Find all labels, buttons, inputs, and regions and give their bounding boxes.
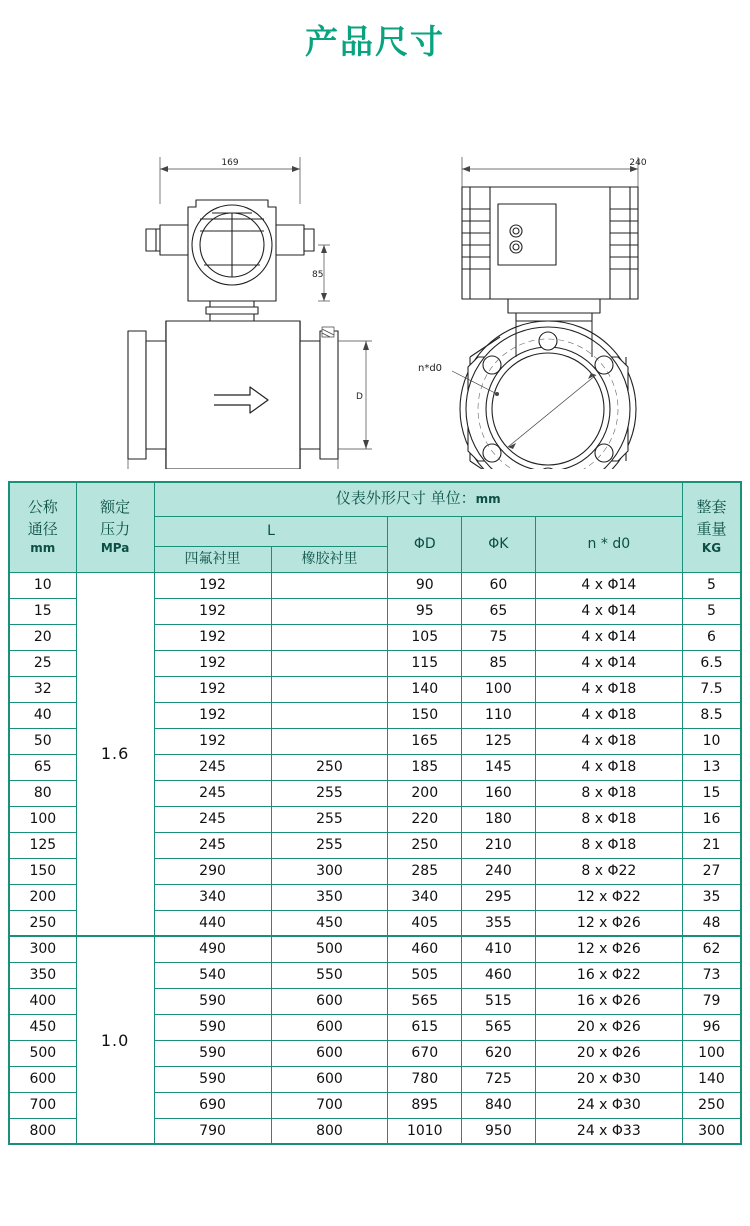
cell-length-rubber: [271, 676, 388, 702]
cell-phi-d: 340: [388, 884, 462, 910]
cell-n-d0: 20 x Φ26: [535, 1014, 682, 1040]
cell-phi-k: 950: [462, 1118, 536, 1144]
cell-length-ptfe: 590: [154, 1040, 271, 1066]
cell-phi-d: 405: [388, 910, 462, 936]
cell-length-rubber: [271, 728, 388, 754]
cell-phi-k: 515: [462, 988, 536, 1014]
cell-nominal-diameter: 20: [9, 624, 76, 650]
cell-phi-k: 60: [462, 572, 536, 598]
technical-drawings: [0, 69, 750, 469]
cell-nominal-diameter: 100: [9, 806, 76, 832]
cell-nominal-diameter: 450: [9, 1014, 76, 1040]
cell-phi-k: 565: [462, 1014, 536, 1040]
cell-length-ptfe: 192: [154, 728, 271, 754]
cell-n-d0: 4 x Φ14: [535, 572, 682, 598]
cell-nominal-diameter: 25: [9, 650, 76, 676]
cell-phi-d: 220: [388, 806, 462, 832]
cell-length-ptfe: 690: [154, 1092, 271, 1118]
header-nominal-diameter: 公称 通径 mm: [9, 482, 76, 572]
cell-length-rubber: 600: [271, 1040, 388, 1066]
cell-n-d0: 4 x Φ14: [535, 624, 682, 650]
cell-nominal-diameter: 700: [9, 1092, 76, 1118]
cell-nominal-diameter: 50: [9, 728, 76, 754]
cell-length-rubber: 600: [271, 1014, 388, 1040]
cell-phi-d: 115: [388, 650, 462, 676]
cell-length-rubber: 700: [271, 1092, 388, 1118]
cell-nominal-diameter: 250: [9, 910, 76, 936]
cell-phi-d: 165: [388, 728, 462, 754]
cell-length-rubber: 255: [271, 832, 388, 858]
cell-length-ptfe: 590: [154, 988, 271, 1014]
cell-weight: 10: [682, 728, 741, 754]
dimension-label-diameter: D: [356, 392, 363, 402]
header-total-weight: 整套 重量 KG: [682, 482, 741, 572]
cell-n-d0: 4 x Φ14: [535, 598, 682, 624]
cell-nominal-diameter: 400: [9, 988, 76, 1014]
dimensions-table-wrapper: [0, 481, 750, 1145]
header-n-d0: n * d0: [535, 516, 682, 572]
cell-length-ptfe: 245: [154, 806, 271, 832]
cell-phi-d: 105: [388, 624, 462, 650]
cell-phi-k: 110: [462, 702, 536, 728]
cell-weight: 250: [682, 1092, 741, 1118]
cell-phi-k: 145: [462, 754, 536, 780]
header-phi-k: ΦK: [462, 516, 536, 572]
cell-weight: 100: [682, 1040, 741, 1066]
cell-length-rubber: 600: [271, 1066, 388, 1092]
cell-length-ptfe: 590: [154, 1014, 271, 1040]
cell-length-rubber: [271, 650, 388, 676]
cell-nominal-diameter: 600: [9, 1066, 76, 1092]
cell-nominal-diameter: 32: [9, 676, 76, 702]
cell-length-rubber: [271, 624, 388, 650]
cell-rated-pressure: 1.6: [76, 572, 154, 936]
cell-length-ptfe: 790: [154, 1118, 271, 1144]
cell-phi-d: 185: [388, 754, 462, 780]
header-ptfe-lining: 四氟衬里: [154, 546, 271, 572]
cell-n-d0: 8 x Φ18: [535, 780, 682, 806]
cell-length-ptfe: 490: [154, 936, 271, 962]
cell-n-d0: 20 x Φ26: [535, 1040, 682, 1066]
cell-weight: 6: [682, 624, 741, 650]
cell-n-d0: 4 x Φ18: [535, 754, 682, 780]
cell-length-rubber: 300: [271, 858, 388, 884]
cell-nominal-diameter: 40: [9, 702, 76, 728]
cell-length-ptfe: 440: [154, 910, 271, 936]
cell-length-rubber: [271, 572, 388, 598]
cell-phi-d: 200: [388, 780, 462, 806]
cell-phi-d: 250: [388, 832, 462, 858]
cell-phi-d: 895: [388, 1092, 462, 1118]
cell-phi-d: 670: [388, 1040, 462, 1066]
cell-weight: 35: [682, 884, 741, 910]
cell-length-ptfe: 540: [154, 962, 271, 988]
cell-weight: 21: [682, 832, 741, 858]
cell-length-rubber: 350: [271, 884, 388, 910]
cell-weight: 6.5: [682, 650, 741, 676]
cell-n-d0: 4 x Φ18: [535, 676, 682, 702]
cell-length-rubber: [271, 598, 388, 624]
cell-weight: 5: [682, 572, 741, 598]
cell-phi-k: 410: [462, 936, 536, 962]
cell-n-d0: 16 x Φ26: [535, 988, 682, 1014]
cell-phi-d: 285: [388, 858, 462, 884]
cell-nominal-diameter: 350: [9, 962, 76, 988]
cell-weight: 5: [682, 598, 741, 624]
cell-weight: 62: [682, 936, 741, 962]
cell-length-ptfe: 340: [154, 884, 271, 910]
cell-n-d0: 12 x Φ26: [535, 936, 682, 962]
cell-weight: 79: [682, 988, 741, 1014]
cell-rated-pressure: 1.0: [76, 936, 154, 1144]
cell-length-ptfe: 192: [154, 572, 271, 598]
cell-length-rubber: 250: [271, 754, 388, 780]
cell-length-rubber: 600: [271, 988, 388, 1014]
cell-length-ptfe: 192: [154, 624, 271, 650]
dimension-label-width-left: 169: [221, 158, 239, 168]
cell-length-rubber: 255: [271, 806, 388, 832]
dimension-label-height: 85: [312, 270, 324, 280]
cell-nominal-diameter: 80: [9, 780, 76, 806]
header-rubber-lining: 橡胶衬里: [271, 546, 388, 572]
cell-nominal-diameter: 300: [9, 936, 76, 962]
cell-length-rubber: 500: [271, 936, 388, 962]
cell-nominal-diameter: 65: [9, 754, 76, 780]
cell-length-ptfe: 192: [154, 676, 271, 702]
cell-phi-d: 150: [388, 702, 462, 728]
cell-length-ptfe: 192: [154, 598, 271, 624]
cell-phi-d: 565: [388, 988, 462, 1014]
cell-phi-d: 95: [388, 598, 462, 624]
cell-phi-k: 295: [462, 884, 536, 910]
cell-phi-k: 160: [462, 780, 536, 806]
flowmeter-drawing-svg: [0, 69, 750, 469]
cell-phi-d: 460: [388, 936, 462, 962]
dimension-label-bolt-callout: n*d0: [418, 363, 443, 374]
cell-phi-k: 75: [462, 624, 536, 650]
cell-length-rubber: 255: [271, 780, 388, 806]
cell-phi-k: 840: [462, 1092, 536, 1118]
cell-phi-k: 725: [462, 1066, 536, 1092]
cell-n-d0: 16 x Φ22: [535, 962, 682, 988]
cell-n-d0: 8 x Φ22: [535, 858, 682, 884]
cell-phi-d: 780: [388, 1066, 462, 1092]
header-phi-d: ΦD: [388, 516, 462, 572]
cell-phi-d: 140: [388, 676, 462, 702]
cell-phi-d: 90: [388, 572, 462, 598]
table-header: [9, 482, 741, 572]
cell-phi-k: 125: [462, 728, 536, 754]
cell-phi-k: 460: [462, 962, 536, 988]
cell-n-d0: 24 x Φ33: [535, 1118, 682, 1144]
cell-phi-k: 180: [462, 806, 536, 832]
cell-phi-d: 615: [388, 1014, 462, 1040]
cell-n-d0: 4 x Φ14: [535, 650, 682, 676]
cell-weight: 73: [682, 962, 741, 988]
cell-length-ptfe: 192: [154, 702, 271, 728]
cell-n-d0: 12 x Φ26: [535, 910, 682, 936]
cell-weight: 96: [682, 1014, 741, 1040]
cell-length-ptfe: 245: [154, 832, 271, 858]
cell-phi-k: 65: [462, 598, 536, 624]
page-title: 产品尺寸: [305, 22, 445, 61]
cell-weight: 27: [682, 858, 741, 884]
table-row: [9, 936, 741, 962]
cell-nominal-diameter: 15: [9, 598, 76, 624]
header-rated-pressure: 额定 压力 MPa: [76, 482, 154, 572]
cell-phi-k: 85: [462, 650, 536, 676]
cell-weight: 48: [682, 910, 741, 936]
cell-n-d0: 8 x Φ18: [535, 806, 682, 832]
cell-n-d0: 8 x Φ18: [535, 832, 682, 858]
cell-nominal-diameter: 200: [9, 884, 76, 910]
header-length-group: L: [154, 516, 388, 546]
table-row: [9, 572, 741, 598]
cell-nominal-diameter: 125: [9, 832, 76, 858]
cell-nominal-diameter: 150: [9, 858, 76, 884]
header-overall-dimensions: 仪表外形尺寸 单位：mm: [154, 482, 682, 516]
cell-n-d0: 12 x Φ22: [535, 884, 682, 910]
cell-weight: 15: [682, 780, 741, 806]
cell-length-rubber: 550: [271, 962, 388, 988]
cell-nominal-diameter: 10: [9, 572, 76, 598]
cell-length-rubber: 450: [271, 910, 388, 936]
cell-length-ptfe: 245: [154, 754, 271, 780]
cell-phi-d: 1010: [388, 1118, 462, 1144]
cell-phi-d: 505: [388, 962, 462, 988]
cell-phi-k: 100: [462, 676, 536, 702]
cell-length-ptfe: 590: [154, 1066, 271, 1092]
cell-phi-k: 240: [462, 858, 536, 884]
cell-n-d0: 4 x Φ18: [535, 728, 682, 754]
cell-n-d0: 4 x Φ18: [535, 702, 682, 728]
cell-length-ptfe: 192: [154, 650, 271, 676]
cell-phi-k: 620: [462, 1040, 536, 1066]
dimension-label-width-right: 240: [629, 158, 647, 168]
cell-n-d0: 20 x Φ30: [535, 1066, 682, 1092]
cell-phi-k: 355: [462, 910, 536, 936]
cell-nominal-diameter: 800: [9, 1118, 76, 1144]
cell-phi-k: 210: [462, 832, 536, 858]
cell-length-ptfe: 245: [154, 780, 271, 806]
dimensions-table: [8, 481, 742, 1145]
cell-weight: 300: [682, 1118, 741, 1144]
cell-weight: 13: [682, 754, 741, 780]
cell-length-ptfe: 290: [154, 858, 271, 884]
cell-weight: 16: [682, 806, 741, 832]
cell-nominal-diameter: 500: [9, 1040, 76, 1066]
cell-n-d0: 24 x Φ30: [535, 1092, 682, 1118]
table-body: [9, 572, 741, 1144]
cell-weight: 7.5: [682, 676, 741, 702]
cell-weight: 140: [682, 1066, 741, 1092]
cell-length-rubber: 800: [271, 1118, 388, 1144]
cell-weight: 8.5: [682, 702, 741, 728]
cell-length-rubber: [271, 702, 388, 728]
